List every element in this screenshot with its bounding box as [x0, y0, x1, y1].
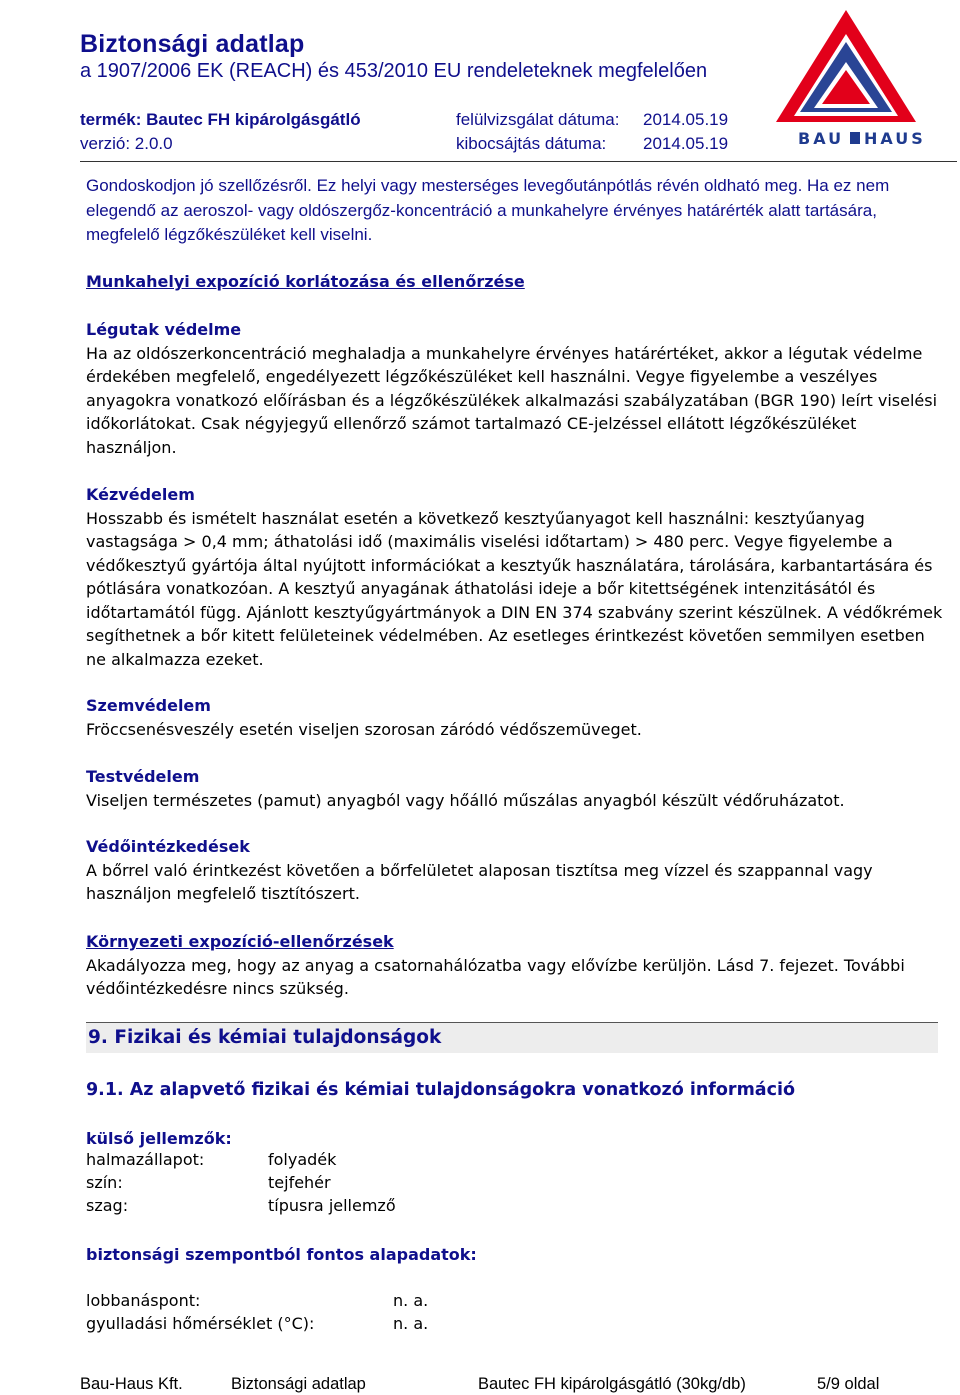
body-protection-text: Viseljen természetes (pamut) anyagból vagy hőálló műszálas anyagból készült védőruházatot.: [86, 790, 845, 810]
workplace-exposure-heading-text: Munkahelyi expozíció korlátozása és ellenőrzése: [86, 272, 525, 291]
respiratory-text: Ha az oldószerkoncentráció meghaladja a munkahelyre érvényes határértéket, akkor a légutak védelme érdekében megfelelő, engedélyezett légzőkészüléket kell használni. Vegye figyelembe a veszélyes anyagokra vonatkozó előírásban és a légzőkészülékek alkalmazási szabályzatában (BGR 190) leírt viselési időkorlátokat. Csak négyjegyű ellenőrző számot tartalmazó CE-jelzéssel ellátott légzőkészüléket használjon.: [86, 343, 938, 457]
property-key: gyulladási hőmérséklet (°C):: [86, 1314, 315, 1333]
respiratory-section: [86, 318, 946, 459]
appearance-heading: [86, 1127, 946, 1151]
property-key: halmazállapot:: [86, 1150, 205, 1169]
hand-protection-section: [86, 483, 946, 671]
protective-measures-heading: Védőintézkedések: [86, 837, 250, 856]
section-9-1-title: 9.1. Az alapvető fizikai és kémiai tulajdonságokra vonatkozó információ: [86, 1080, 796, 1100]
appearance-heading-text: külső jellemzők:: [86, 1129, 232, 1148]
ventilation-paragraph: Gondoskodjon jó szellőzésről. Ez helyi vagy mesterséges levegőutánpótlás révén oldható meg. Ha ez nem elegendő az aeroszol- vagy oldószergőz-koncentráció a munkahelyre érvényes határérték alatt tartására, megfelelő légzőkészüléket kell viselni.: [86, 176, 890, 244]
property-value: n. a.: [393, 1314, 429, 1333]
body-protection-section: [86, 765, 946, 812]
page-header: [0, 0, 960, 165]
version: verzió: 2.0.0: [80, 134, 173, 153]
issue-date: 2014.05.19: [643, 134, 729, 153]
logo-divider: [850, 132, 860, 144]
footer-company: Bau-Haus Kft.: [80, 1375, 183, 1393]
environmental-heading: Környezeti expozíció-ellenőrzések: [86, 932, 394, 951]
protective-measures-text: A bőrrel való érintkezést követően a bőrfelületet alaposan tisztítsa meg vízzel és szappannal vagy használjon megfelelő tisztítószert.: [86, 860, 873, 903]
property-value: típusra jellemző: [268, 1196, 396, 1215]
eye-protection-heading: Szemvédelem: [86, 696, 211, 715]
bauhaus-logo: [766, 4, 926, 149]
footer-document: Biztonsági adatlap: [231, 1375, 366, 1393]
environmental-text: Akadályozza meg, hogy az anyag a csatornahálózatba vagy elővízbe kerüljön. Lásd 7. fejezet. További védőintézkedésre nincs szükség.: [86, 955, 905, 998]
property-value: tejfehér: [268, 1173, 331, 1192]
review-date-label: felülvizsgálat dátuma:: [456, 110, 620, 129]
header-divider: [80, 161, 957, 162]
document-subtitle: a 1907/2006 EK (REACH) és 453/2010 EU rendeleteknek megfelelően: [80, 60, 708, 82]
property-key: szín:: [86, 1173, 123, 1192]
protective-measures-section: [86, 835, 946, 906]
eye-protection-section: [86, 694, 946, 741]
issue-date-label: kibocsájtás dátuma:: [456, 134, 607, 153]
hand-protection-heading: Kézvédelem: [86, 485, 195, 504]
section-9-title: 9. Fizikai és kémiai tulajdonságok: [88, 1027, 442, 1048]
logo-wordmark-bau: BAU: [798, 129, 845, 148]
environmental-section: [86, 930, 946, 1001]
safety-data-heading-text: biztonsági szempontból fontos alapadatok:: [86, 1245, 477, 1264]
property-value: folyadék: [268, 1150, 337, 1169]
eye-protection-text: Fröccsenésveszély esetén viseljen szorosan záródó védőszemüveget.: [86, 719, 642, 739]
document-title: Biztonsági adatlap: [80, 30, 305, 58]
respiratory-heading: Légutak védelme: [86, 320, 242, 339]
footer-product: Bautec FH kipárolgásgátló (30kg/db): [478, 1375, 746, 1393]
logo-wordmark-haus: HAUS: [864, 129, 926, 148]
hand-protection-text: Hosszabb és ismételt használat esetén a következő kesztyűanyagot kell használni: kesztyűanyag vastagsága > 0,4 mm; áthatolási idő (maximális viselési időtartam) > 480 perc. Vegye figyelembe a védőkesztyű gyártója által nyújtott információkat a kesztyűk használatára, tárolására, karbantartására és pótlására vonatkozóan. A kesztyű anyagának áthatolási ideje a bőr kitettségének intenzitásától és időtartamától függ. Ajánlott kesztyűgyártmányok a DIN EN 374 szabvány szerint készülnek. A védőkrémek segíthetnek a bőr kitett felületeinek védelmében. Az esetleges érintkezést követően semmilyen esetben ne alkalmazza ezeket.: [86, 508, 943, 669]
section-9-header: [86, 1022, 938, 1053]
safety-data-heading: [86, 1243, 946, 1267]
property-key: lobbanáspont:: [86, 1291, 201, 1310]
body-protection-heading: Testvédelem: [86, 767, 200, 786]
footer-page-number: 5/9 oldal: [817, 1375, 880, 1393]
workplace-exposure-heading: [86, 270, 946, 294]
review-date: 2014.05.19: [643, 110, 729, 129]
property-key: szag:: [86, 1196, 129, 1215]
product-name: termék: Bautec FH kipárolgásgátló: [80, 110, 361, 129]
section-9-1-heading: [86, 1079, 946, 1103]
property-value: n. a.: [393, 1291, 429, 1310]
